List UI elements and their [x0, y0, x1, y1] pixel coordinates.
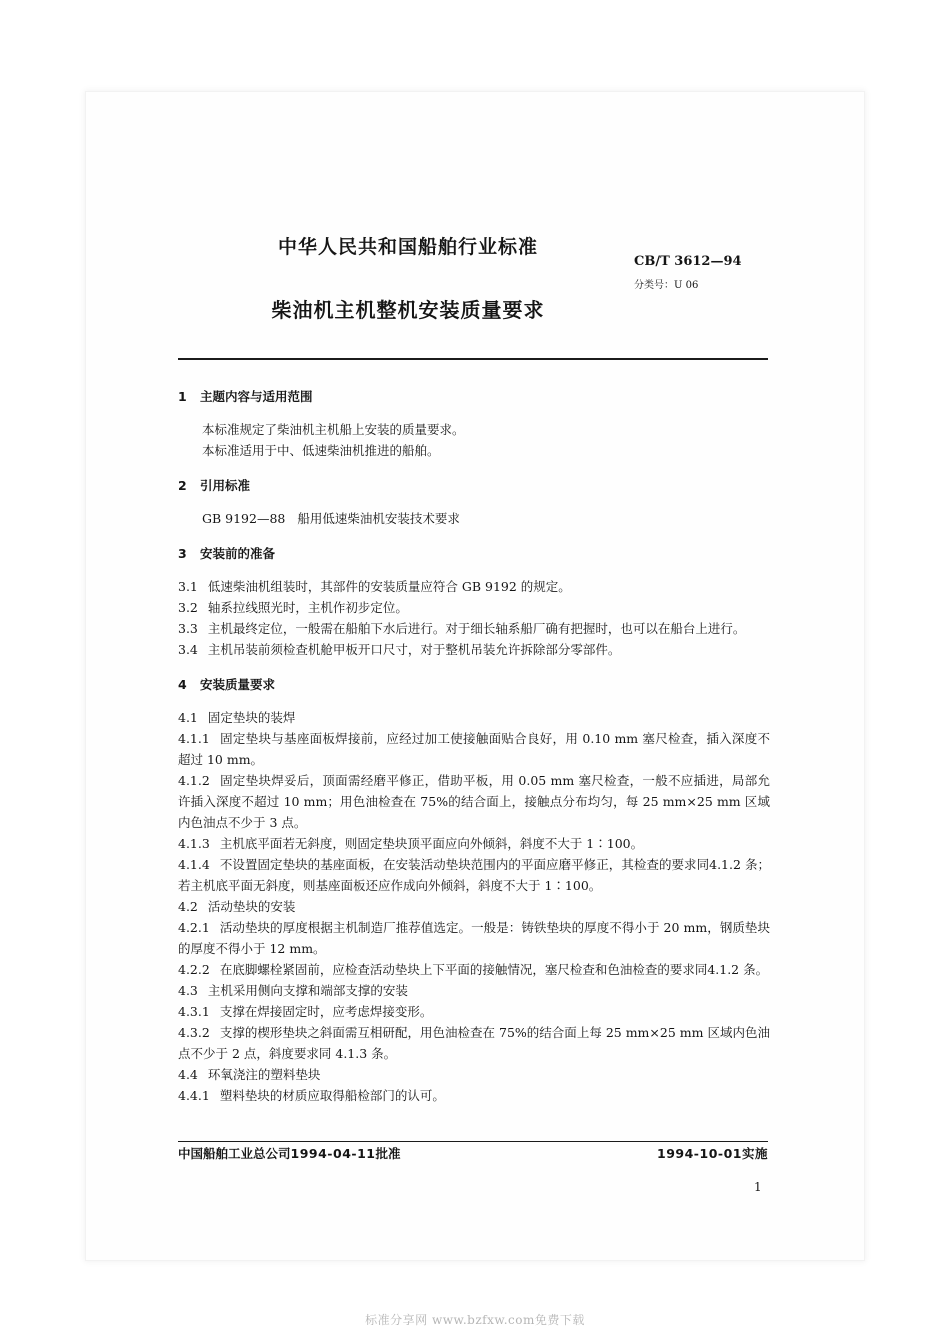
- approval-date: 1994-04-11: [290, 1146, 376, 1161]
- clause-3-2: 3.2 轴系拉线照光时，主机作初步定位。: [178, 600, 408, 615]
- document-footer: [178, 1144, 768, 1166]
- clause-4-2: 4.2 活动垫块的安装: [178, 899, 296, 914]
- clause-3-1: 3.1 低速柴油机组装时，其部件的安装质量应符合 GB 9192 的规定。: [178, 579, 571, 594]
- clause-4-1-1: 4.1.1 固定垫块与基座面板焊接前，应经过加工使接触面贴合良好，用 0.10 mm 塞尺检查，插入深度不超过 10 mm。: [178, 731, 770, 767]
- footer-divider: [178, 1141, 768, 1142]
- section-heading-2: 2 引用标准: [178, 478, 251, 493]
- clause-4-2-2: 4.2.2 在底脚螺栓紧固前，应检查活动垫块上下平面的接触情况，塞尺检查和色油检查的要求同4.1.2 条。: [178, 962, 769, 977]
- approval-line: [178, 1144, 401, 1162]
- clause-3-3: 3.3 主机最终定位，一般需在船舶下水后进行。对于细长轴系船厂确有把握时，也可以在船台上进行。: [178, 621, 746, 636]
- clause-4-4: 4.4 环氧浇注的塑料垫块: [178, 1067, 321, 1082]
- standard-code: CB/T 3612—94: [634, 254, 742, 269]
- section-heading-1: 1 主题内容与适用范围: [178, 389, 313, 404]
- standard-category-title: 中华人民共和国船舶行业标准: [277, 236, 538, 258]
- clause-4-1-2: 4.1.2 固定垫块焊妥后，顶面需经磨平修正，借助平板，用 0.05 mm 塞尺检查，一般不应插进，局部允许插入深度不超过 10 mm；用色油检查在 75%的结合面上，接触点分布均匀，每 25 mm×25 mm 区域内色油点不少于 3 点。: [178, 773, 770, 830]
- clause-4-2-1: 4.2.1 活动垫块的厚度根据主机制造厂推荐值选定。一般是：铸铁垫块的厚度不得小于 20 mm，钢质垫块的厚度不得小于 12 mm。: [178, 920, 770, 956]
- page-number: 1: [754, 1180, 762, 1194]
- clause-3-4: 3.4 主机吊装前须检查机舱甲板开口尺寸，对于整机吊装允许拆除部分零部件。: [178, 642, 621, 657]
- approval-label: 批准: [375, 1146, 401, 1161]
- implementation-line: [657, 1144, 768, 1162]
- paragraph: 本标准适用于中、低速柴油机推进的船舶。: [202, 443, 440, 458]
- implementation-date: 1994-10-01: [657, 1146, 742, 1161]
- issuing-body: 中国船舶工业总公司: [178, 1146, 291, 1161]
- section-heading-3: 3 安装前的准备: [178, 546, 276, 561]
- document-body: [178, 386, 770, 1106]
- document-title: 柴油机主机整机安装质量要求: [271, 298, 545, 322]
- classification-number: 分类号：U 06: [634, 280, 699, 291]
- clause-4-1-4: 4.1.4 不设置固定垫块的基座面板，在安装活动垫块范围内的平面应磨平修正，其检查的要求同4.1.2 条；若主机底平面无斜度，则基座面板还应作成向外倾斜，斜度不大于 1∶100。: [178, 857, 770, 893]
- section-heading-4: 4 安装质量要求: [178, 677, 276, 692]
- clause-4-3: 4.3 主机采用侧向支撑和端部支撑的安装: [178, 983, 408, 998]
- clause-4-3-1: 4.3.1 支撑在焊接固定时，应考虑焊接变形。: [178, 1004, 433, 1019]
- header-divider: [178, 358, 768, 360]
- implementation-label: 实施: [741, 1146, 768, 1161]
- clause-4-1: 4.1 固定垫块的装焊: [178, 710, 296, 725]
- clause-4-4-1: 4.4.1 塑料垫块的材质应取得船检部门的认可。: [178, 1088, 445, 1103]
- paragraph: 本标准规定了柴油机主机船上安装的质量要求。: [202, 422, 465, 437]
- reference-standard: GB 9192—88 船用低速柴油机安装技术要求: [202, 511, 460, 526]
- clause-4-1-3: 4.1.3 主机底平面若无斜度，则固定垫块顶平面应向外倾斜，斜度不大于 1∶100。: [178, 836, 644, 851]
- site-watermark: 标准分享网 www.bzfxw.com免费下载: [365, 1313, 585, 1327]
- clause-4-3-2: 4.3.2 支撑的楔形垫块之斜面需互相研配，用色油检查在 75%的结合面上每 25 mm×25 mm 区域内色油点不少于 2 点，斜度要求同 4.1.3 条。: [178, 1025, 770, 1061]
